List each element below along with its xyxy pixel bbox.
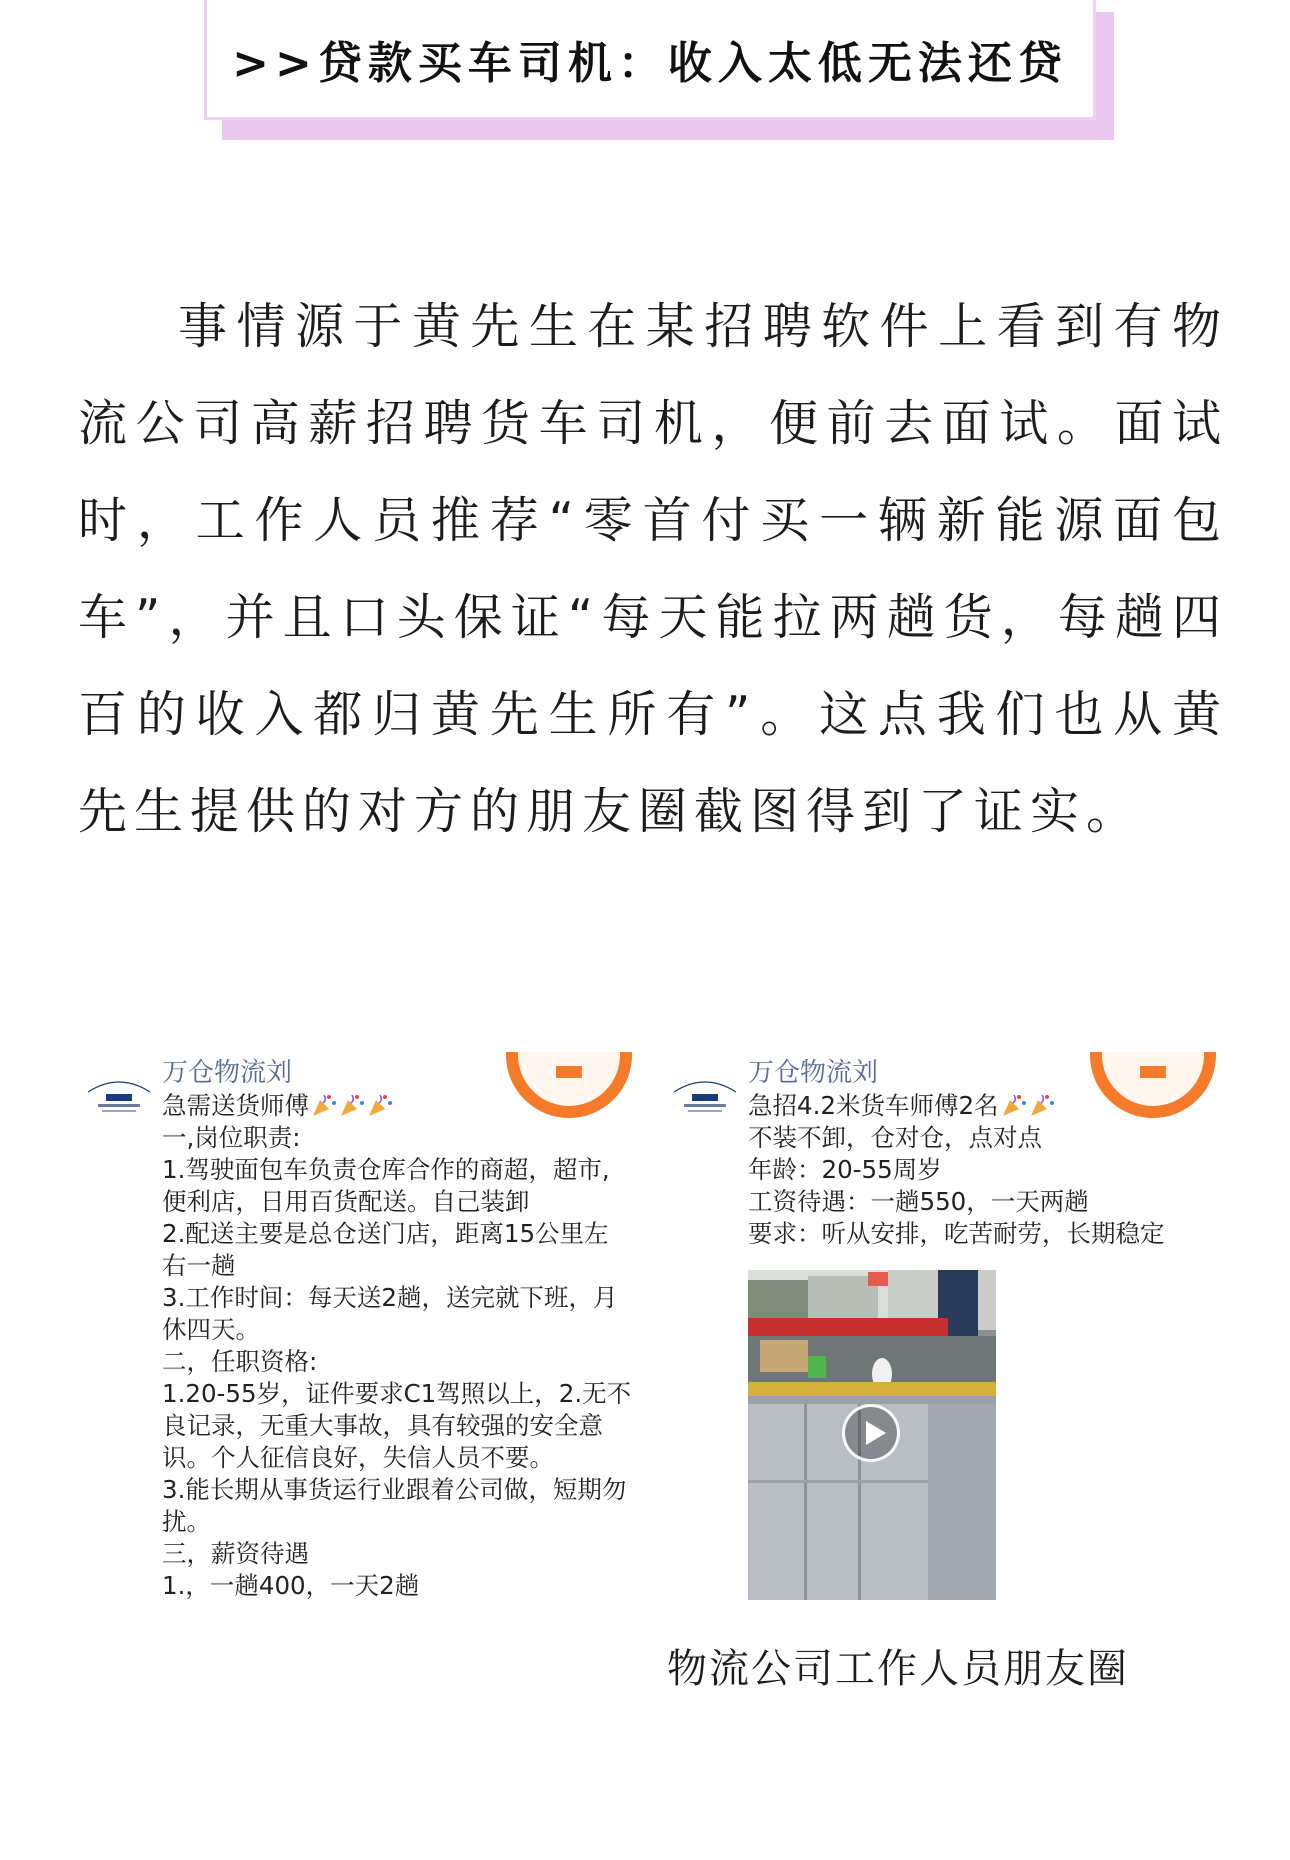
play-icon[interactable] xyxy=(842,1404,900,1462)
post-line: 一,岗位职责: xyxy=(162,1123,301,1152)
post-line: 右一趟 xyxy=(162,1251,236,1280)
post-line: 便利店，日用百货配送。自己装卸 xyxy=(162,1187,530,1216)
post-line: 2.配送主要是总仓送门店，距离15公里左 xyxy=(162,1219,609,1248)
poster-name[interactable]: 万仓物流刘 xyxy=(162,1058,293,1088)
post-line: 识。个人征信良好，失信人员不要。 xyxy=(162,1443,554,1472)
moments-screenshot-left xyxy=(78,1052,638,1620)
party-popper-icon xyxy=(339,1092,365,1118)
poster-name[interactable]: 万仓物流刘 xyxy=(748,1058,879,1088)
post-text xyxy=(162,1090,632,1602)
company-logo-icon xyxy=(668,1070,742,1120)
video-thumbnail[interactable] xyxy=(748,1270,996,1600)
post-line: 不装不卸，仓对仓，点对点 xyxy=(748,1123,1042,1152)
company-logo-icon xyxy=(82,1070,156,1120)
post-line: 急需送货师傅 xyxy=(162,1090,632,1122)
title-banner xyxy=(204,0,1096,120)
post-line: 良记录，无重大事故，具有较强的安全意 xyxy=(162,1411,603,1440)
post-line: 1.驾驶面包车负责仓库合作的商超，超市, xyxy=(162,1155,610,1184)
post-line: 三，薪资待遇 xyxy=(162,1539,309,1568)
post-line: 1.20-55岁，证件要求C1驾照以上，2.无不 xyxy=(162,1379,632,1408)
post-text xyxy=(748,1090,1218,1250)
post-line: 3.工作时间：每天送2趟，送完就下班，月 xyxy=(162,1283,618,1312)
post-line: 二，任职资格: xyxy=(162,1347,318,1376)
post-line: 1.，一趟400，一天2趟 xyxy=(162,1571,420,1600)
party-popper-icon xyxy=(367,1092,393,1118)
post-line: 要求：听从安排，吃苦耐劳，长期稳定 xyxy=(748,1219,1165,1248)
section-title: >>贷款买车司机：收入太低无法还贷 xyxy=(232,37,1068,89)
post-line: 扰。 xyxy=(162,1507,211,1536)
post-line: 急招4.2米货车师傅2名 xyxy=(748,1090,1218,1122)
post-line: 休四天。 xyxy=(162,1315,260,1344)
moments-screenshot-right xyxy=(664,1052,1230,1620)
party-popper-icon xyxy=(311,1092,337,1118)
post-line: 工资待遇：一趟550，一天两趟 xyxy=(748,1187,1089,1216)
post-line: 3.能长期从事货运行业跟着公司做，短期勿 xyxy=(162,1475,627,1504)
post-line: 年龄：20-55周岁 xyxy=(748,1155,942,1184)
image-caption: 物流公司工作人员朋友圈 xyxy=(667,1646,1129,1692)
article-paragraph: 事情源于黄先生在某招聘软件上看到有物流公司高薪招聘货车司机，便前去面试。面试时，工作人员推荐“零首付买一辆新能源面包车”，并且口头保证“每天能拉两趟货，每趟四百的收入都归黄先生所有”。这点我们也从黄先生提供的对方的朋友圈截图得到了证实。 xyxy=(78,298,1228,840)
party-popper-icon xyxy=(1029,1092,1055,1118)
party-popper-icon xyxy=(1001,1092,1027,1118)
